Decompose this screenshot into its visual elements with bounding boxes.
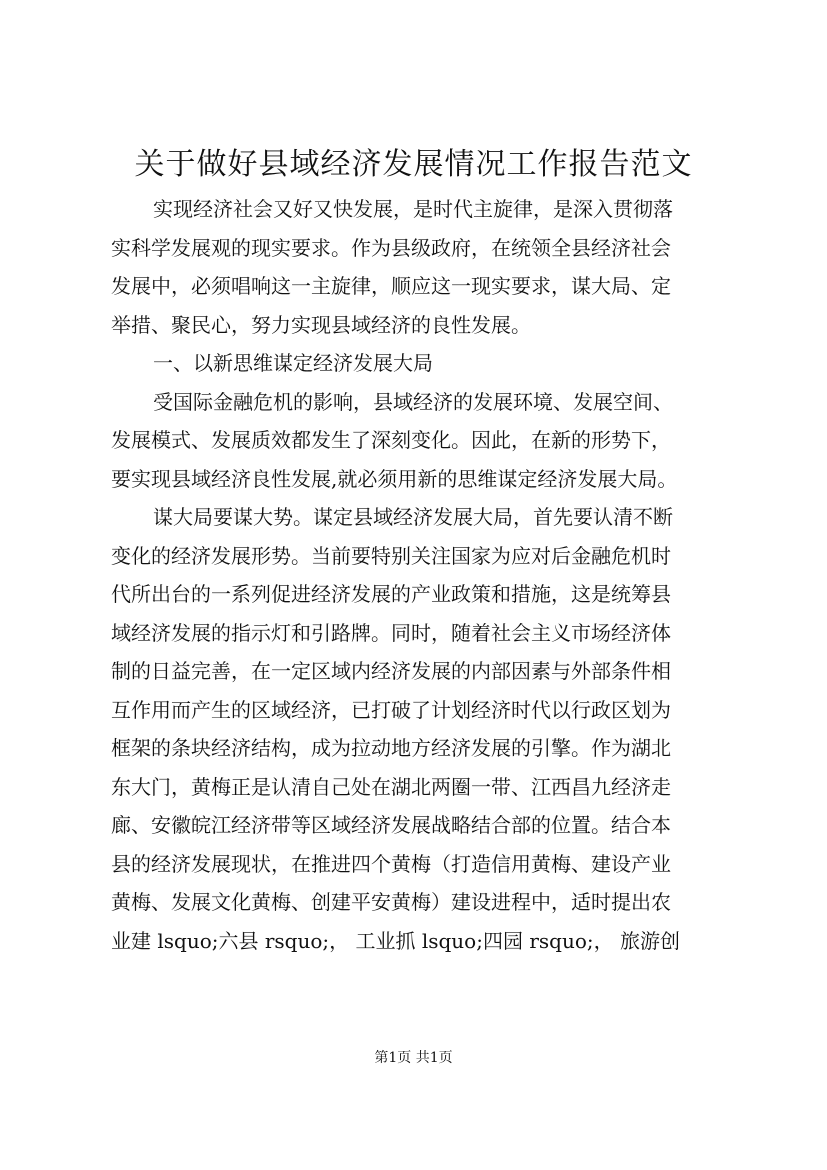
section-heading: 一、以新思维谋定经济发展大局 — [153, 351, 433, 375]
page-number-footer: 第1页 共1页 — [374, 1050, 453, 1066]
paragraph-line: 受国际金融危机的影响，县域经济的发展环境、发展空间、 — [153, 389, 673, 414]
paragraph-line: 发展中，必须唱响这一主旋律，顺应这一现实要求，谋大局、定 — [111, 274, 671, 298]
paragraph-line: 变化的经济发展形势。当前要特别关注国家为应对后金融危机时 — [111, 543, 671, 568]
paragraph-line: 发展模式、发展质效都发生了深刻变化。因此，在新的形势下， — [111, 428, 671, 452]
paragraph-line: 框架的条块经济结构，成为拉动地方经济发展的引擎。作为湖北 — [111, 736, 671, 760]
paragraph-line: 实现经济社会又好又快发展，是时代主旋律，是深入贯彻落 — [153, 197, 673, 221]
paragraph-line: 东大门，黄梅正是认清自己处在湖北两圈一带、江西昌九经济走 — [111, 774, 671, 799]
paragraph-line: 要实现县域经济良性发展,就必须用新的思维谋定经济发展大局。 — [111, 466, 678, 491]
paragraph-line: 谋大局要谋大势。谋定县域经济发展大局，首先要认清不断 — [153, 505, 673, 529]
paragraph-line: 黄梅、发展文化黄梅、创建平安黄梅）建设进程中，适时提出农 — [111, 890, 671, 914]
document-title: 关于做好县域经济发展情况工作报告范文 — [134, 147, 693, 182]
paragraph-line: 业建 lsquo;六县 rsquo;， 工业抓 lsquo;四园 rsquo;， 旅游创 — [111, 928, 680, 953]
paragraph-line: 举措、聚民心，努力实现县域经济的良性发展。 — [111, 312, 531, 337]
paragraph-line: 互作用而产生的区域经济，已打破了计划经济时代以行政区划为 — [111, 697, 671, 722]
paragraph-line: 实科学发展观的现实要求。作为县级政府，在统领全县经济社会 — [111, 235, 671, 260]
document-body — [111, 190, 723, 960]
paragraph-line: 廊、安徽皖江经济带等区域经济发展战略结合部的位置。结合本 — [111, 813, 671, 837]
paragraph-line: 制的日益完善，在一定区域内经济发展的内部因素与外部条件相 — [111, 659, 671, 683]
paragraph-line: 县的经济发展现状，在推进四个黄梅（打造信用黄梅、建设产业 — [111, 851, 671, 876]
paragraph-line: 域经济发展的指示灯和引路牌。同时，随着社会主义市场经济体 — [111, 620, 671, 645]
paragraph-line: 代所出台的一系列促进经济发展的产业政策和措施，这是统筹县 — [111, 582, 671, 606]
